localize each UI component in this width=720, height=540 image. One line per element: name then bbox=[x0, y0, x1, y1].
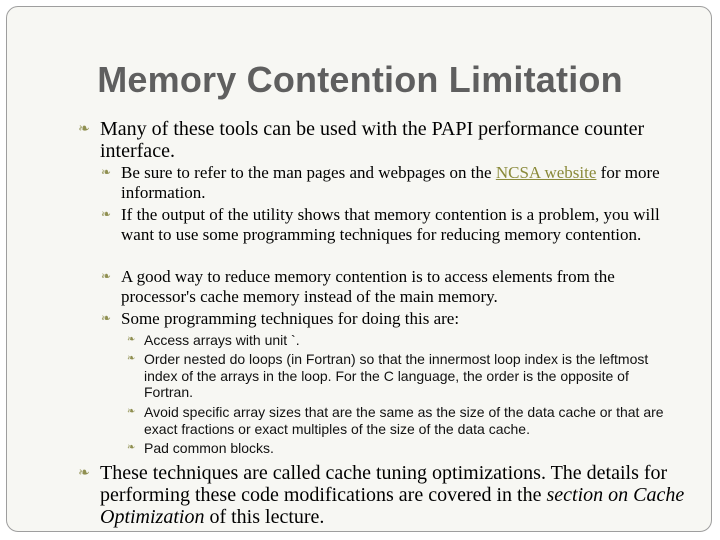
bullet-text-part: for more information. bbox=[121, 163, 660, 202]
leaf-bullet-icon: ❧ bbox=[127, 442, 136, 453]
bullet-text: Avoid specific array sizes that are the same as the size of the data cache or that are exact fractions or exact multiples of the size of the data cache. bbox=[144, 404, 664, 437]
bullet-text bbox=[100, 462, 690, 528]
bullet-item bbox=[101, 309, 686, 329]
bullet-item bbox=[101, 267, 686, 306]
bullet-text: A good way to reduce memory contention is to access elements from the processor's cache memory instead of the main memory. bbox=[121, 267, 615, 306]
leaf-bullet-icon: ❧ bbox=[127, 353, 136, 364]
leaf-bullet-icon: ❧ bbox=[127, 406, 136, 417]
bullet-item bbox=[78, 462, 690, 528]
bullet-text: Some programming techniques for doing this are: bbox=[121, 309, 460, 328]
bullet-item bbox=[127, 404, 669, 437]
bullet-text: Order nested do loops (in Fortran) so that the innermost loop index is the leftmost index of the arrays in the loop. For the C language, the order is the opposite of Fortran. bbox=[144, 351, 649, 400]
cache-optimization-section-ref: section on Cache Optimization bbox=[100, 484, 685, 528]
bullet-text-part: Be sure to refer to the man pages and webpages on the bbox=[121, 163, 496, 182]
bullet-text bbox=[121, 163, 686, 202]
ncsa-website-link[interactable]: NCSA website bbox=[495, 163, 597, 182]
leaf-bullet-icon: ❧ bbox=[101, 311, 112, 325]
bullet-item bbox=[101, 205, 686, 244]
bullet-item bbox=[101, 163, 686, 202]
leaf-bullet-icon: ❧ bbox=[127, 334, 136, 345]
bullet-text: Access arrays with unit `. bbox=[144, 332, 300, 348]
bullet-text-part: of this lecture. bbox=[204, 506, 325, 528]
leaf-bullet-icon: ❧ bbox=[101, 165, 112, 179]
bullet-item bbox=[78, 118, 690, 162]
slide-title: Memory Contention Limitation bbox=[97, 59, 623, 100]
leaf-bullet-icon: ❧ bbox=[78, 465, 90, 481]
bullet-item bbox=[127, 332, 669, 349]
bullet-text-part: These techniques are called cache tuning optimizations. The details for performing these code modifications are covered in the bbox=[100, 462, 668, 506]
bullet-item bbox=[127, 440, 669, 457]
bullet-item bbox=[127, 351, 669, 401]
leaf-bullet-icon: ❧ bbox=[101, 207, 112, 221]
leaf-bullet-icon: ❧ bbox=[101, 269, 112, 283]
bullet-text: If the output of the utility shows that memory contention is a problem, you will want to use some programming techniques for reducing memory contention. bbox=[121, 205, 660, 244]
leaf-bullet-icon: ❧ bbox=[78, 121, 90, 137]
bullet-text: Many of these tools can be used with the PAPI performance counter interface. bbox=[100, 118, 645, 162]
bullet-text: Pad common blocks. bbox=[144, 440, 274, 456]
